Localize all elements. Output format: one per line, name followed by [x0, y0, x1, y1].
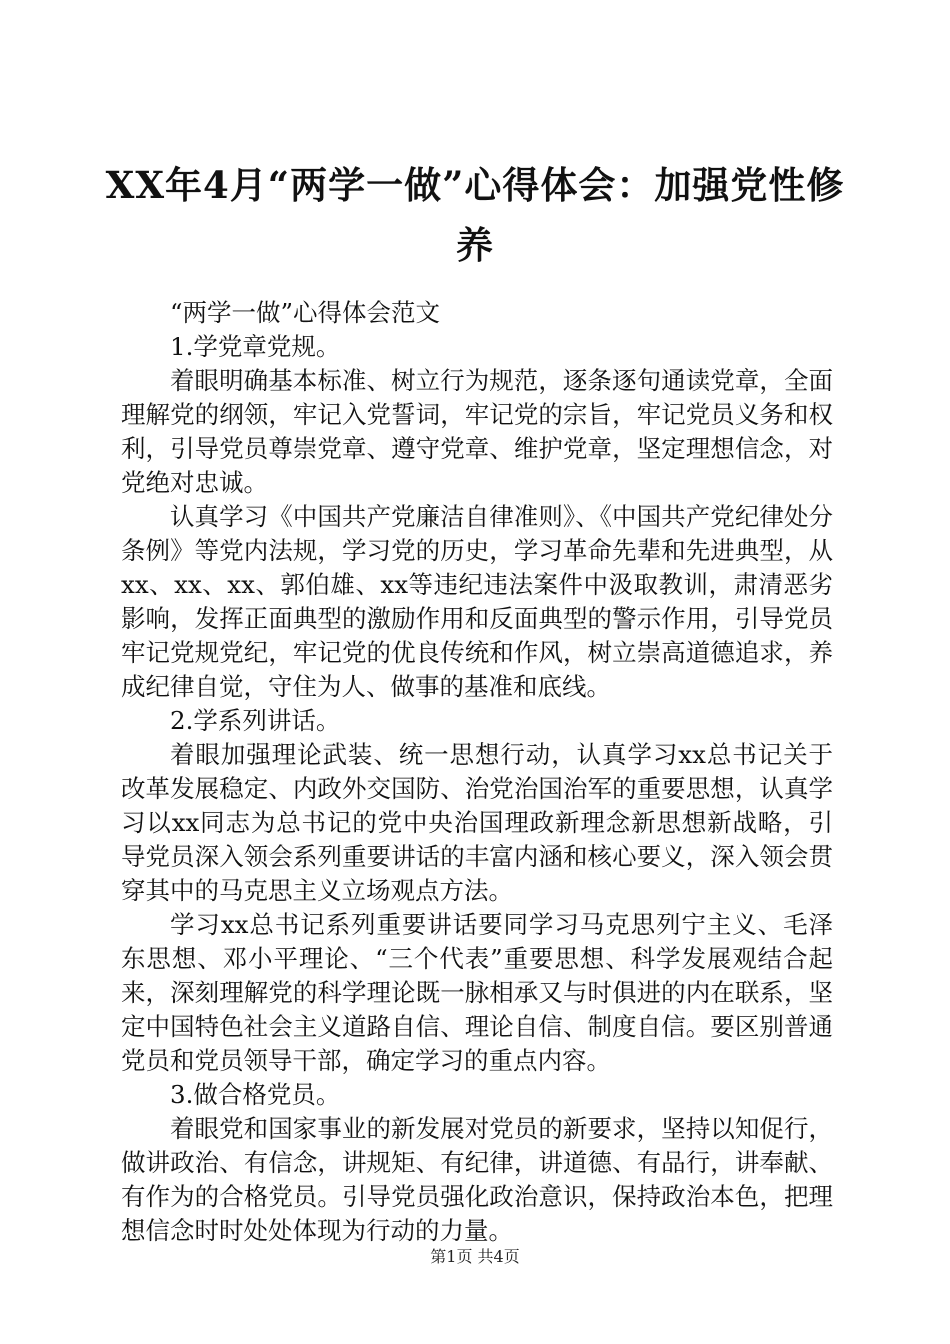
paragraph: 着眼加强理论武装、统一思想行动，认真学习xx总书记关于改革发展稳定、内政外交国防、治党治国治军的重要思想，认真学习以xx同志为总书记的党中央治国理政新理念新思想新战略，引导党员深入领会系列重要讲话的丰富内涵和核心要义，深入领会贯穿其中的马克思主义立场观点方法。: [121, 740, 833, 905]
section-heading-3: 3.做合格党员。: [170, 1080, 341, 1109]
paragraph-subtitle: “两学一做”心得体会范文: [170, 298, 441, 327]
paragraph: 着眼党和国家事业的新发展对党员的新要求，坚持以知促行，做讲政治、有信念，讲规矩、有纪律，讲道德、有品行，讲奉献、有作为的合格党员。引导党员强化政治意识，保持政治本色，把理想信念时时处处体现为行动的力量。: [121, 1114, 833, 1245]
document-title: XX年4月“两学一做”心得体会：加强党性修养: [105, 163, 845, 267]
paragraph: 着眼明确基本标准、树立行为规范，逐条逐句通读党章，全面理解党的纲领，牢记入党誓词，牢记党的宗旨，牢记党员义务和权利，引导党员尊崇党章、遵守党章、维护党章，坚定理想信念，对党绝对忠诚。: [121, 366, 833, 497]
paragraph: 学习xx总书记系列重要讲话要同学习马克思列宁主义、毛泽东思想、邓小平理论、“三个代表”重要思想、科学发展观结合起来，深刻理解党的科学理论既一脉相承又与时俱进的内在联系，坚定中国特色社会主义道路自信、理论自信、制度自信。要区别普通党员和党员领导干部，确定学习的重点内容。: [121, 910, 833, 1075]
page-number-footer: 第1页 共4页: [430, 1247, 520, 1266]
section-heading-2: 2.学系列讲话。: [170, 706, 341, 735]
document-body: [121, 296, 833, 1248]
section-heading-1: 1.学党章党规。: [170, 332, 341, 361]
paragraph: 认真学习《中国共产党廉洁自律准则》、《中国共产党纪律处分条例》等党内法规，学习党的历史，学习革命先辈和先进典型，从xx、xx、xx、郭伯雄、xx等违纪违法案件中汲取教训，肃清恶劣影响，发挥正面典型的激励作用和反面典型的警示作用，引导党员牢记党规党纪，牢记党的优良传统和作风，树立崇高道德追求，养成纪律自觉，守住为人、做事的基准和底线。: [121, 502, 833, 701]
